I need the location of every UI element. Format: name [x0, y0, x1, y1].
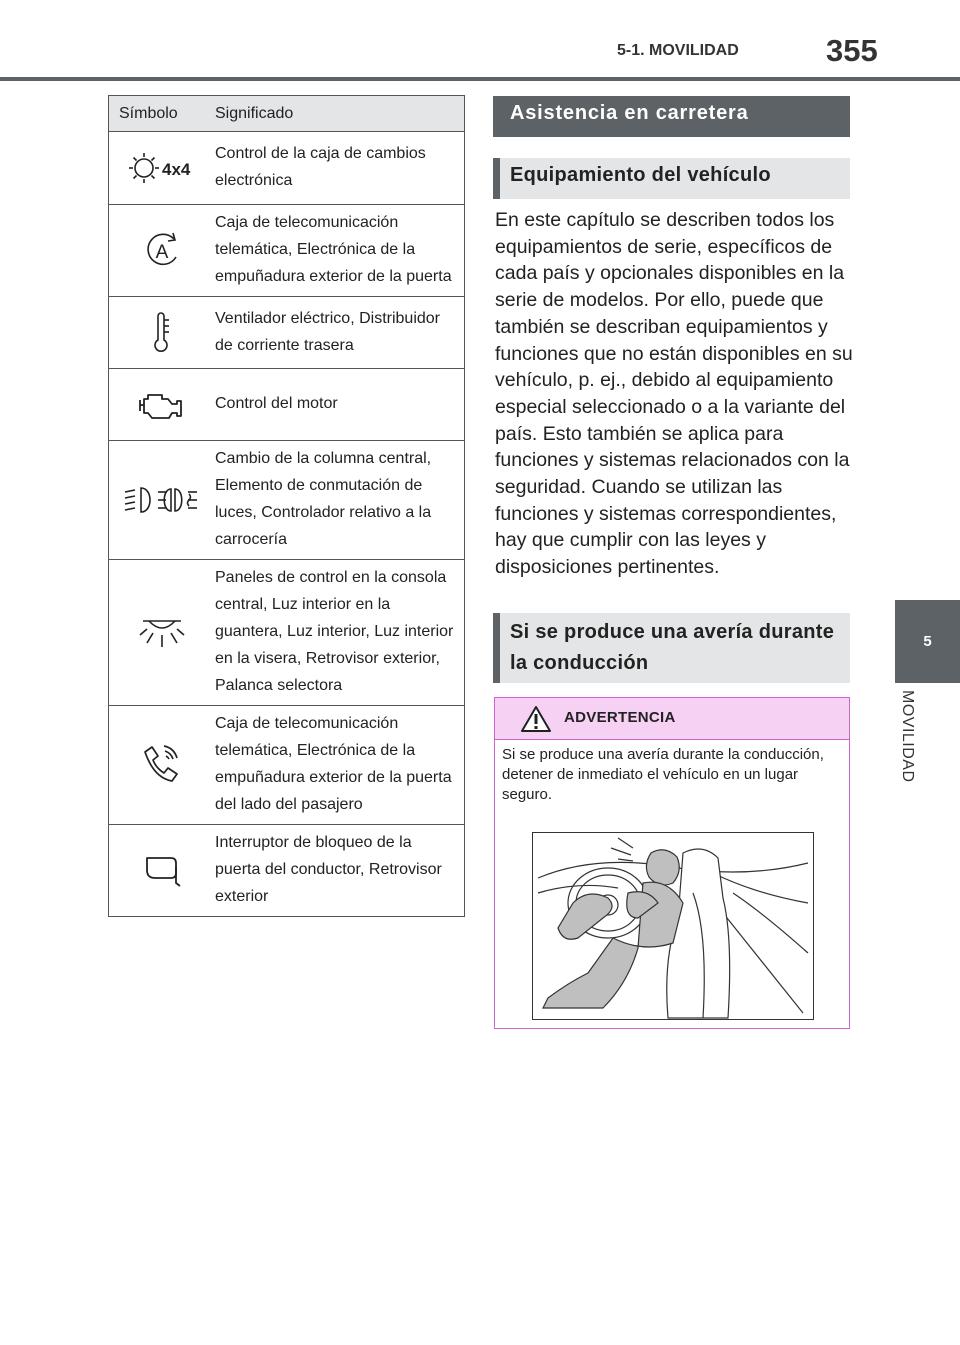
meaning-cell: Control de la caja de cambios electrónica [215, 132, 465, 205]
column-header-meaning: Significado [215, 96, 465, 132]
table-row [109, 205, 465, 297]
emergency-call-icon [137, 740, 187, 790]
page-number: 355 [826, 33, 878, 68]
section-title: 5-1. MOVILIDAD [617, 42, 739, 59]
auto-icon-text: A [155, 241, 169, 263]
interior-light-icon [137, 615, 187, 651]
warning-triangle-icon [520, 705, 552, 733]
warning-label: ADVERTENCIA [564, 709, 676, 726]
subheading-breakdown: Si se produce una avería durante la conducción [493, 613, 850, 683]
warning-header [495, 698, 849, 740]
coolant-temperature-icon [147, 310, 177, 356]
column-header-symbol: Símbolo [109, 96, 216, 132]
4x4-icon-text: 4x4 [162, 160, 191, 179]
table-header-row [109, 96, 465, 132]
meaning-cell: Ventilador eléctrico, Distribuidor de corriente trasera [215, 297, 465, 369]
table-row [109, 297, 465, 369]
symbol-cell [109, 205, 216, 297]
meaning-cell: Paneles de control en la consola central, Luz interior en la guantera, Luz interior, Luz interior en la visera, Retrovisor exterior, Palanca selectora [215, 560, 465, 706]
equipment-paragraph: En este capítulo se describen todos los equipamientos de serie, específicos de cada país y opcionales disponibles en la serie de modelos. Por ello, puede que también se describan equipamientos y funciones que no están disponibles en su vehículo, p. ej., debido al equipamiento especial seleccionado o a la variante del país. Esto también se aplica para funciones y sistemas relacionados con la seguridad. Cuando se utilizan las funciones y sistemas correspondientes, hay que cumplir con las leyes y disposiciones pertinentes. [495, 209, 853, 579]
meaning-cell: Cambio de la columna central, Elemento de conmutación de luces, Controlador relativo a la carrocería [215, 441, 465, 560]
symbol-cell [109, 560, 216, 706]
chapter-tab-number: 5 [895, 600, 960, 683]
warning-box [494, 697, 850, 1029]
table-row [109, 441, 465, 560]
chapter-tab-label-text: MOVILIDAD [899, 690, 916, 783]
symbol-cell [109, 297, 216, 369]
table-row [109, 560, 465, 706]
symbol-cell [109, 706, 216, 825]
chapter-tab-label [894, 690, 938, 810]
table-row [109, 132, 465, 205]
symbol-table [108, 95, 465, 917]
table-row [109, 825, 465, 917]
4x4-gear-icon [124, 148, 200, 188]
warning-text: Si se produce una avería durante la conducción, detener de inmediato el vehículo en un lugar seguro. [502, 746, 824, 803]
table-row [109, 369, 465, 441]
driver-warning-drawing [533, 833, 813, 1019]
meaning-cell: Caja de telecomunicación telemática, Electrónica de la empuñadura exterior de la puerta [215, 205, 465, 297]
symbol-cell [109, 369, 216, 441]
meaning-cell: Interruptor de bloqueo de la puerta del conductor, Retrovisor exterior [215, 825, 465, 917]
symbol-cell [109, 441, 216, 560]
meaning-cell: Caja de telecomunicación telemática, Electrónica de la empuñadura exterior de la puerta del lado del pasajero [215, 706, 465, 825]
meaning-cell: Control del motor [215, 369, 465, 441]
door-mirror-icon [140, 853, 184, 889]
engine-icon [137, 389, 187, 421]
main-heading: Asistencia en carretera [493, 96, 850, 137]
headlight-fog-icon [122, 483, 202, 517]
header-rule [0, 77, 960, 81]
table-row [109, 706, 465, 825]
auto-start-stop-icon [140, 229, 184, 273]
subheading-equipment: Equipamiento del vehículo [493, 158, 850, 199]
symbol-cell [109, 825, 216, 917]
symbol-cell [109, 132, 216, 205]
driver-warning-illustration [532, 832, 814, 1020]
